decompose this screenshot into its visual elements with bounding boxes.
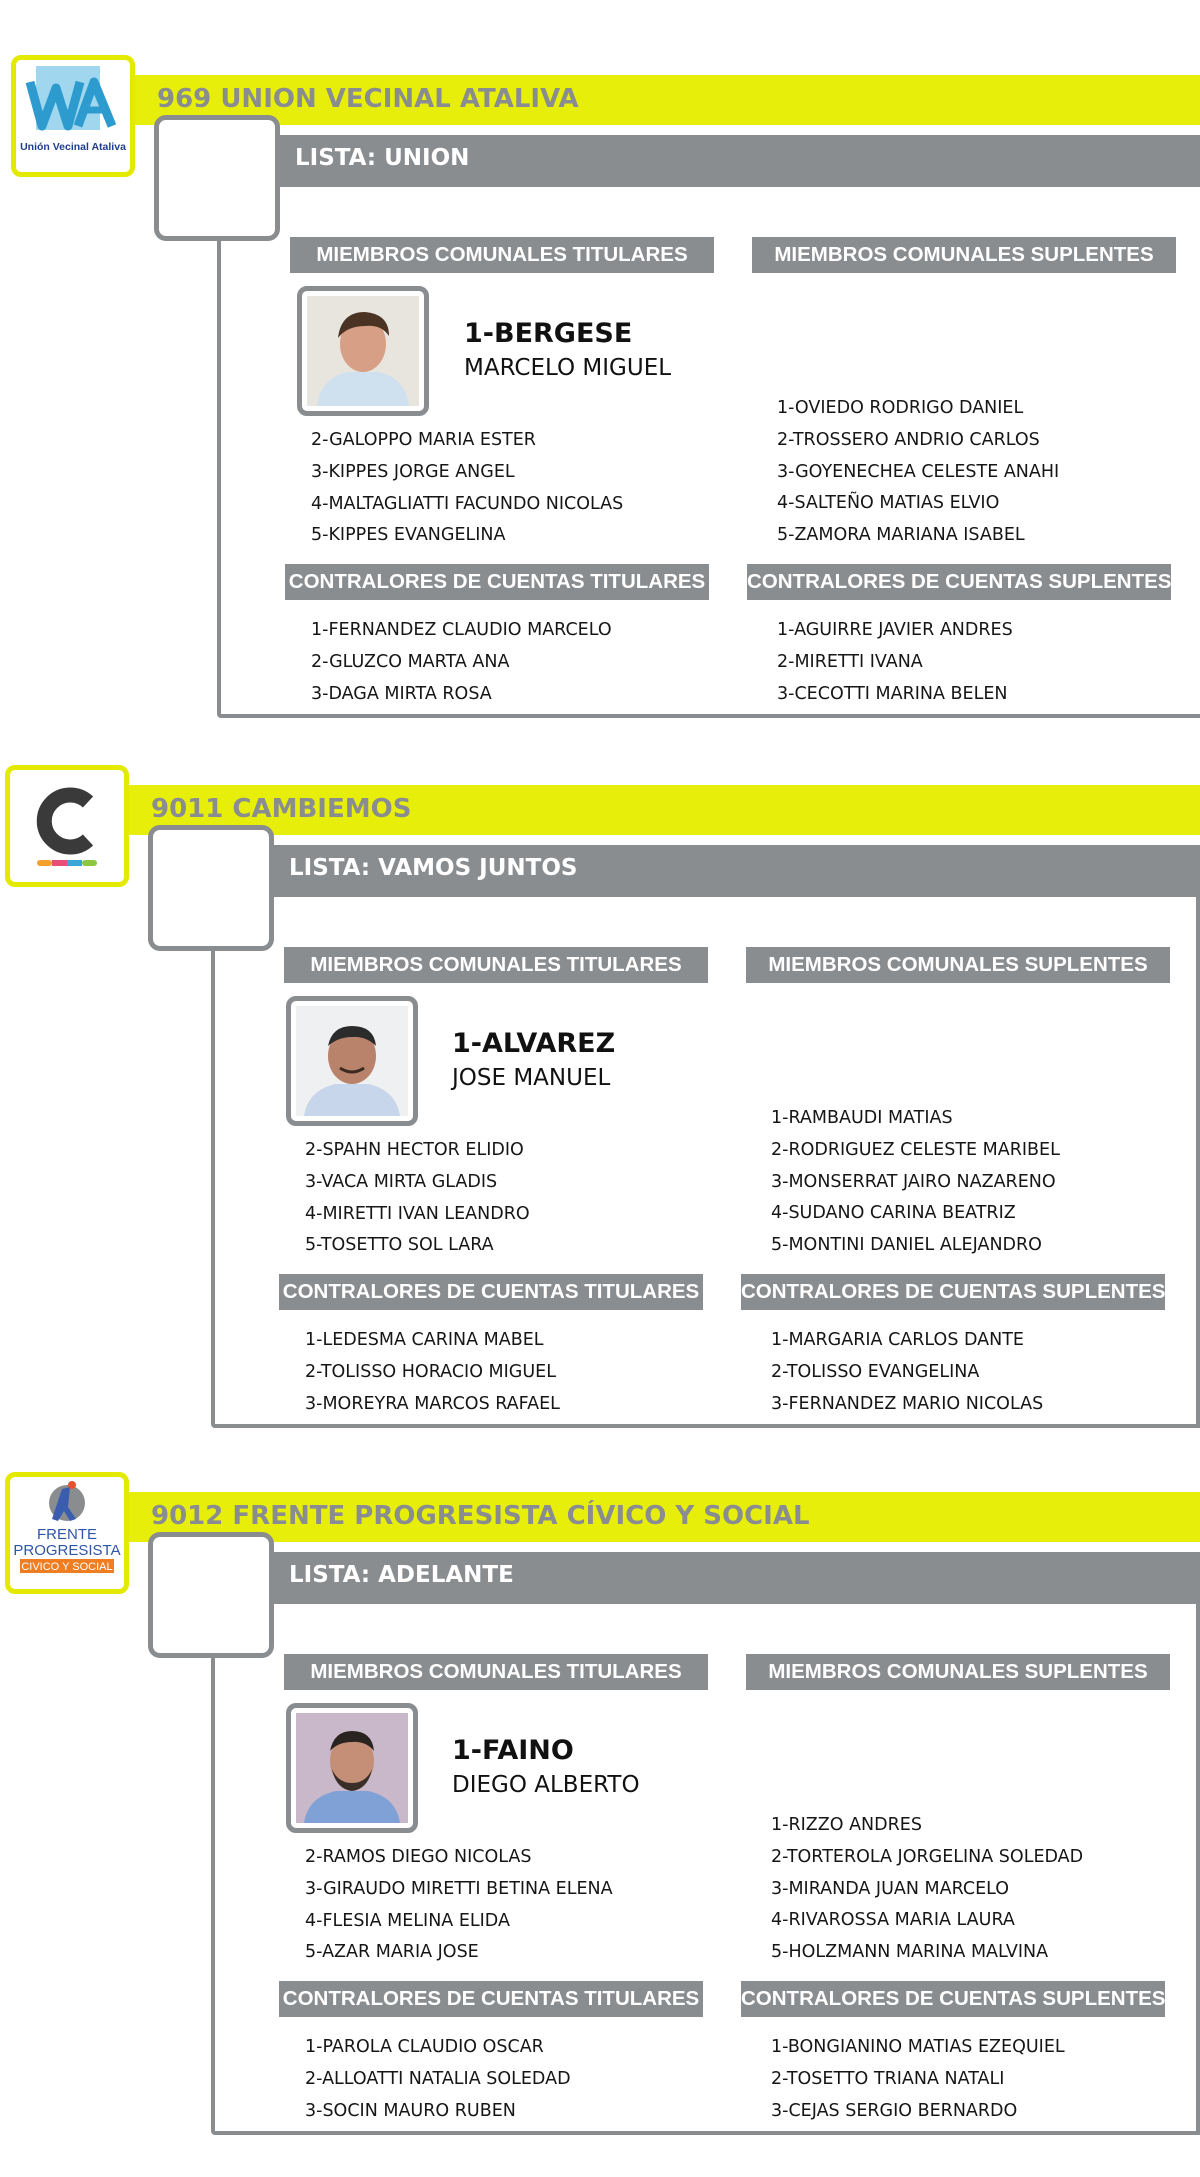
party-logo — [5, 765, 129, 887]
list-item: 2-ALLOATTI NATALIA SOLEDAD — [305, 2068, 571, 2089]
list-item: 3-KIPPES JORGE ANGEL — [311, 461, 515, 482]
list-item: 1-OVIEDO RODRIGO DANIEL — [777, 398, 1024, 418]
list-item: 2-MIRETTI IVANA — [777, 651, 923, 672]
head-candidate-surname: 1-ALVAREZ — [452, 1028, 616, 1059]
list-item: 5-ZAMORA MARIANA ISABEL — [777, 525, 1025, 546]
list-item: 1-LEDESMA CARINA MABEL — [305, 1330, 544, 1350]
list-item: 2-TOSETTO TRIANA NATALI — [771, 2068, 1005, 2089]
list-item: 1-PAROLA CLAUDIO OSCAR — [305, 2037, 544, 2057]
list-item: 2-TROSSERO ANDRIO CARLOS — [777, 429, 1040, 450]
list-item: 5-AZAR MARIA JOSE — [305, 1942, 479, 1963]
party-section-union-vecinal — [6, 55, 1200, 760]
candidate-photo-icon — [296, 1713, 408, 1823]
party-title-bar — [129, 1492, 1200, 1542]
header-titulares: MIEMBROS COMUNALES TITULARES — [290, 237, 714, 273]
party-title-bar — [135, 75, 1200, 125]
party-section-cambiemos — [0, 765, 1200, 1470]
connector-line — [211, 1662, 215, 2118]
list-title: LISTA: VAMOS JUNTOS — [289, 855, 578, 881]
logo-line-1: FRENTE — [37, 1526, 97, 1543]
union-vecinal-ataliva-logo-icon — [16, 60, 130, 172]
contralores-titulares-list — [305, 1325, 560, 1420]
contralores-suplentes-list — [771, 1325, 1043, 1420]
list-item: 4-FLESIA MELINA ELIDA — [305, 1910, 510, 1931]
list-item: 3-MOREYRA MARCOS RAFAEL — [305, 1393, 560, 1414]
candidate-photo-frame — [286, 996, 418, 1126]
list-number-box — [154, 115, 280, 241]
party-title: 969 UNION VECINAL ATALIVA — [157, 84, 579, 114]
contralores-titulares-list — [305, 2032, 571, 2127]
header-suplentes: MIEMBROS COMUNALES SUPLENTES — [752, 237, 1176, 273]
party-title: 9012 FRENTE PROGRESISTA CÍVICO Y SOCIAL — [151, 1501, 810, 1531]
list-header — [211, 1552, 1200, 1604]
header-contralores-suplentes: CONTRALORES DE CUENTAS SUPLENTES — [741, 1274, 1165, 1310]
logo-line-3: CIVICO Y SOCIAL — [21, 1561, 113, 1573]
head-candidate-surname: 1-FAINO — [452, 1735, 574, 1766]
head-candidate-given-name: JOSE MANUEL — [452, 1065, 611, 1091]
list-item: 5-TOSETTO SOL LARA — [305, 1235, 494, 1256]
candidate-photo-icon — [296, 1006, 408, 1116]
list-item: 2-GLUZCO MARTA ANA — [311, 651, 510, 672]
contralores-suplentes-list — [771, 2032, 1065, 2127]
header-contralores-suplentes: CONTRALORES DE CUENTAS SUPLENTES — [747, 564, 1171, 600]
list-item: 2-TOLISSO EVANGELINA — [771, 1361, 980, 1382]
list-item: 1-RAMBAUDI MATIAS — [771, 1108, 953, 1128]
list-header — [217, 135, 1200, 187]
candidate-photo-icon — [307, 296, 419, 406]
list-number-box — [148, 825, 274, 951]
header-titulares: MIEMBROS COMUNALES TITULARES — [284, 947, 708, 983]
list-item: 3-FERNANDEZ MARIO NICOLAS — [771, 1393, 1044, 1414]
list-item: 3-GIRAUDO MIRETTI BETINA ELENA — [305, 1878, 613, 1899]
list-item: 3-VACA MIRTA GLADIS — [305, 1171, 498, 1192]
party-section-frente-progresista — [0, 1472, 1200, 2177]
header-contralores-titulares: CONTRALORES DE CUENTAS TITULARES — [279, 1981, 703, 2017]
list-title: LISTA: UNION — [295, 145, 470, 171]
candidate-photo-frame — [286, 1703, 418, 1833]
header-contralores-titulares: CONTRALORES DE CUENTAS TITULARES — [285, 564, 709, 600]
list-item: 4-RIVAROSSA MARIA LAURA — [771, 1910, 1015, 1931]
list-item: 2-GALOPPO MARIA ESTER — [311, 430, 536, 450]
header-titulares: MIEMBROS COMUNALES TITULARES — [284, 1654, 708, 1690]
list-item: 5-HOLZMANN MARINA MALVINA — [771, 1942, 1049, 1963]
list-item: 4-MIRETTI IVAN LEANDRO — [305, 1203, 530, 1224]
list-item: 2-RODRIGUEZ CELESTE MARIBEL — [771, 1139, 1060, 1160]
header-suplentes: MIEMBROS COMUNALES SUPLENTES — [746, 1654, 1170, 1690]
list-item: 3-GOYENECHEA CELESTE ANAHI — [777, 461, 1060, 482]
contralores-titulares-list — [311, 615, 612, 710]
list-item: 3-SOCIN MAURO RUBEN — [305, 2100, 516, 2121]
suplentes-list — [771, 1103, 1060, 1262]
list-item: 1-MARGARIA CARLOS DANTE — [771, 1330, 1024, 1350]
list-item: 5-MONTINI DANIEL ALEJANDRO — [771, 1235, 1042, 1256]
list-item: 2-TORTEROLA JORGELINA SOLEDAD — [771, 1846, 1084, 1867]
list-item: 4-SUDANO CARINA BEATRIZ — [771, 1203, 1016, 1224]
head-candidate-given-name: DIEGO ALBERTO — [452, 1772, 640, 1798]
logo-text: Unión Vecinal Ataliva — [20, 141, 126, 153]
candidate-photo-frame — [297, 286, 429, 416]
party-logo — [5, 1472, 129, 1594]
titulares-list — [305, 1842, 613, 1969]
contralores-suplentes-list — [777, 615, 1013, 710]
header-contralores-titulares: CONTRALORES DE CUENTAS TITULARES — [279, 1274, 703, 1310]
list-item: 2-TOLISSO HORACIO MIGUEL — [305, 1361, 556, 1382]
party-logo — [11, 55, 135, 177]
frente-progresista-logo-icon — [10, 1477, 124, 1589]
head-candidate-given-name: MARCELO MIGUEL — [464, 355, 672, 381]
list-item: 1-BONGIANINO MATIAS EZEQUIEL — [771, 2037, 1065, 2057]
list-item: 1-RIZZO ANDRES — [771, 1815, 922, 1835]
header-suplentes: MIEMBROS COMUNALES SUPLENTES — [746, 947, 1170, 983]
header-contralores-suplentes: CONTRALORES DE CUENTAS SUPLENTES — [741, 1981, 1165, 2017]
list-header — [211, 845, 1200, 897]
head-candidate-surname: 1-BERGESE — [464, 318, 633, 349]
list-item: 1-AGUIRRE JAVIER ANDRES — [777, 620, 1013, 640]
logo-line-2: PROGRESISTA — [13, 1542, 121, 1559]
list-item: 4-SALTEÑO MATIAS ELVIO — [777, 493, 1000, 514]
list-item: 5-KIPPES EVANGELINA — [311, 525, 506, 546]
list-item: 3-MIRANDA JUAN MARCELO — [771, 1878, 1010, 1899]
list-item: 4-MALTAGLIATTI FACUNDO NICOLAS — [311, 493, 624, 514]
list-item: 3-MONSERRAT JAIRO NAZARENO — [771, 1171, 1056, 1192]
list-title: LISTA: ADELANTE — [289, 1562, 514, 1588]
list-item: 1-FERNANDEZ CLAUDIO MARCELO — [311, 620, 612, 640]
connector-line — [217, 245, 221, 701]
cambiemos-c-logo-icon — [10, 770, 124, 882]
suplentes-list — [777, 393, 1059, 552]
list-number-box — [148, 1532, 274, 1658]
titulares-list — [305, 1135, 530, 1262]
titulares-list — [311, 425, 623, 552]
party-title: 9011 CAMBIEMOS — [151, 794, 412, 824]
list-item: 2-RAMOS DIEGO NICOLAS — [305, 1847, 532, 1867]
list-item: 3-DAGA MIRTA ROSA — [311, 683, 492, 704]
list-item: 3-CECOTTI MARINA BELEN — [777, 683, 1008, 704]
list-item: 3-CEJAS SERGIO BERNARDO — [771, 2100, 1018, 2121]
party-title-bar — [129, 785, 1200, 835]
connector-line — [211, 955, 215, 1411]
suplentes-list — [771, 1810, 1083, 1969]
list-item: 2-SPAHN HECTOR ELIDIO — [305, 1140, 524, 1160]
